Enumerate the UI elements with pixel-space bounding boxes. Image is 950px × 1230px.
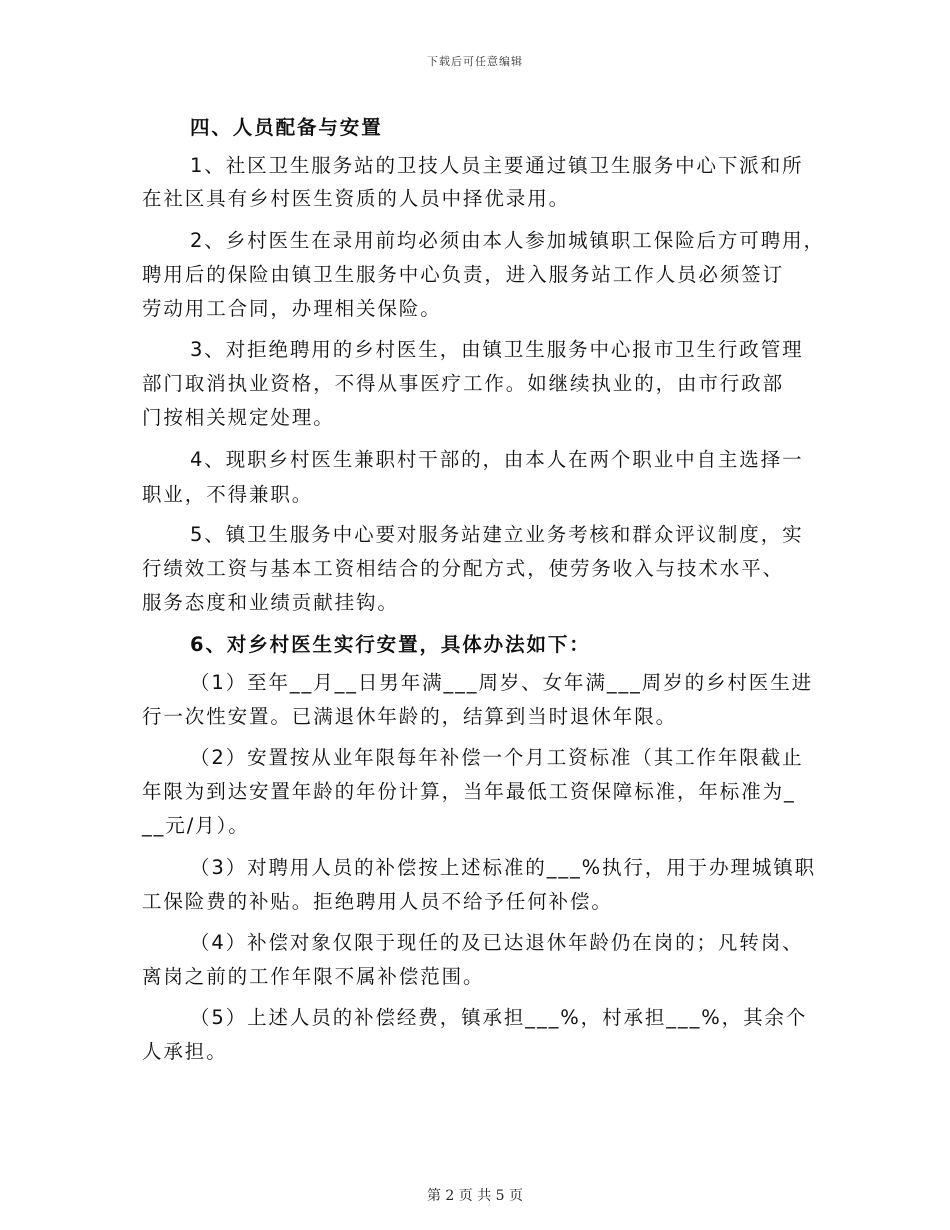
paragraph-line: 聘用后的保险由镇卫生服务中心负责，进入服务站工作人员必须签订 (142, 263, 785, 286)
paragraph-line: 4、现职乡村医生兼职村干部的，由本人在两个职业中自主选择一 (190, 448, 804, 471)
paragraph-line: 年限为到达安置年龄的年份计算，当年最低工资保障标准，年标准为_ (142, 780, 796, 803)
paragraph-line: 工保险费的补贴。拒绝聘用人员不给予任何补偿。 (142, 890, 613, 913)
paragraph-line: 服务态度和业绩贡献挂钩。 (142, 591, 399, 614)
paragraph-line: 职业，不得兼职。 (142, 483, 314, 506)
paragraph-line: 在社区具有乡村医生资质的人员中择优录用。 (142, 187, 571, 210)
paragraph-line: 2、乡村医生在录用前均必须由本人参加城镇职工保险后方可聘用， (190, 229, 825, 252)
page-number-footer: 第 2 页 共 5 页 (426, 1188, 524, 1204)
paragraph-line: （2）安置按从业年限每年补偿一个月工资标准（其工作年限截止 (190, 746, 804, 769)
paragraph-line: （5）上述人员的补偿经费，镇承担___%，村承担___%，其余个 (190, 1006, 808, 1029)
page-header-note: 下载后可任意编辑 (427, 55, 523, 68)
paragraph-line: 行绩效工资与基本工资相结合的分配方式，使劳务收入与技术水平、 (142, 557, 785, 580)
paragraph-line: 离岗之前的工作年限不属补偿范围。 (142, 965, 485, 988)
paragraph-line: （1）至年__月__日男年满___周岁、女年满___周岁的乡村医生进 (190, 671, 814, 694)
paragraph-line: 劳动用工合同，办理相关保险。 (142, 297, 442, 320)
paragraph-line: 门按相关规定处理。 (142, 406, 335, 429)
paragraph-line: （4）补偿对象仅限于现任的及已达退休年龄仍在岗的；凡转岗、 (190, 931, 804, 954)
paragraph-line: 1、社区卫生服务站的卫技人员主要通过镇卫生服务中心下派和所 (190, 154, 804, 177)
subsection-heading: 6、对乡村医生实行安置，具体办法如下： (190, 633, 591, 656)
paragraph-line: 人承担。 (142, 1040, 228, 1063)
paragraph-line: __元/月）。 (142, 814, 250, 837)
paragraph-line: 3、对拒绝聘用的乡村医生，由镇卫生服务中心报市卫生行政管理 (190, 338, 804, 361)
paragraph-line: 行一次性安置。已满退休年龄的，结算到当时退休年限。 (142, 705, 678, 728)
paragraph-line: 部门取消执业资格，不得从事医疗工作。如继续执业的，由市行政部 (142, 372, 785, 395)
paragraph-line: 5、镇卫生服务中心要对服务站建立业务考核和群众评议制度，实 (190, 523, 804, 546)
paragraph-line: （3）对聘用人员的补偿按上述标准的___%执行，用于办理城镇职 (190, 856, 817, 879)
section-heading: 四、人员配备与安置 (190, 116, 383, 139)
